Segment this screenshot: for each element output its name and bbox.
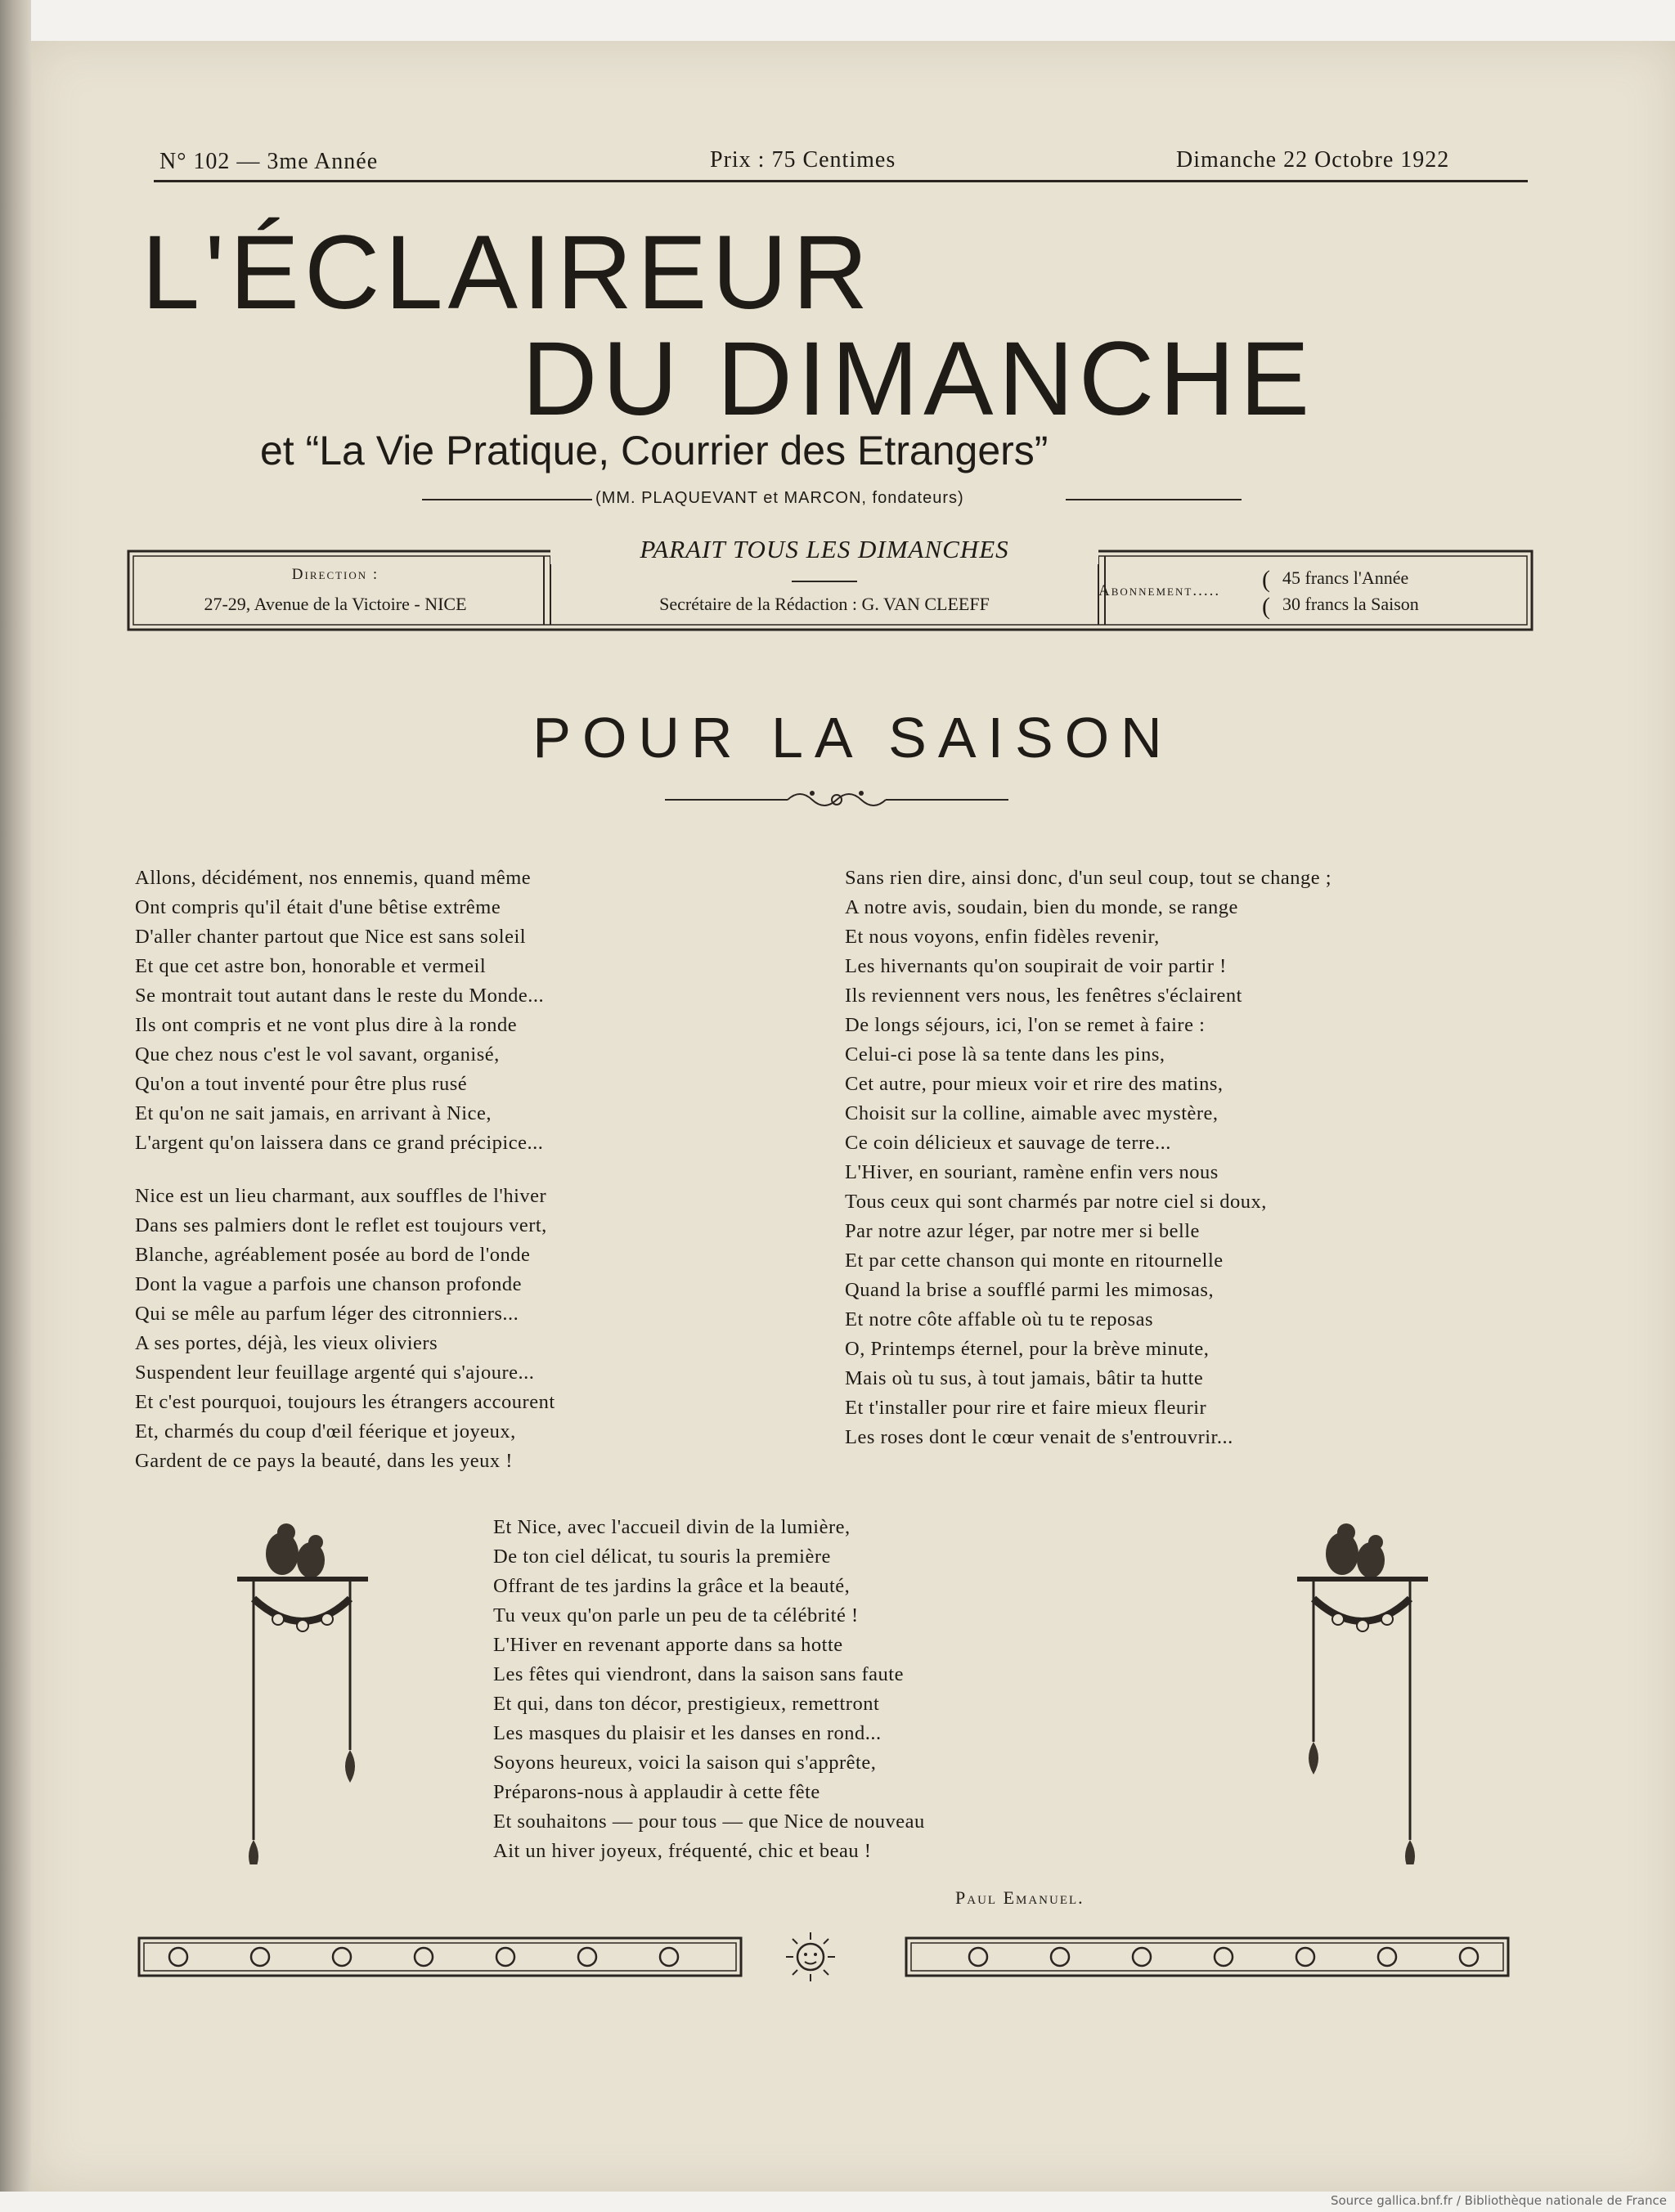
poem-right-column	[845, 864, 1331, 1452]
poem-line: Et que cet astre bon, honorable et vermeil	[135, 955, 487, 977]
subscription-brace-bottom: (	[1262, 593, 1270, 620]
poem-line: Sans rien dire, ainsi donc, d'un seul coup, tout se change ;	[845, 867, 1332, 889]
poem-line: L'Hiver en revenant apporte dans sa hotte	[493, 1634, 843, 1656]
poem-line: Préparons-nous à applaudir à cette fête	[493, 1781, 820, 1803]
poem-line: O, Printemps éternel, pour la brève minute,	[845, 1338, 1210, 1360]
page-binding-edge	[0, 0, 31, 2192]
poem-center-stanza	[493, 1513, 925, 1866]
subscription-season: 30 francs la Saison	[1282, 594, 1419, 614]
source-attribution: Source gallica.bnf.fr / Bibliothèque nationale de France	[1330, 2193, 1667, 2208]
poem-line: Et souhaitons — pour tous — que Nice de nouveau	[493, 1810, 925, 1833]
poem-line: Se montrait tout autant dans le reste du Monde...	[135, 985, 545, 1007]
poem-line: Qui se mêle au parfum léger des citronniers...	[135, 1303, 519, 1325]
founders-rule-right	[1066, 499, 1242, 500]
author-signature: Paul Emanuel.	[955, 1887, 1084, 1908]
bottom-border-left	[137, 1936, 743, 1977]
poem-line: Les roses dont le cœur venait de s'entrouvrir...	[845, 1426, 1233, 1448]
poem-line: L'argent qu'on laissera dans ce grand précipice...	[135, 1132, 544, 1154]
poem-line: Tous ceux qui sont charmés par notre ciel si doux,	[845, 1191, 1267, 1213]
poem-line: Et t'installer pour rire et faire mieux fleurir	[845, 1397, 1207, 1419]
poem-line: Et nous voyons, enfin fidèles revenir,	[845, 926, 1160, 948]
poem-line: Que chez nous c'est le vol savant, organisé,	[135, 1043, 500, 1066]
subscription-year: 45 francs l'Année	[1282, 568, 1409, 588]
poem-line: Ont compris qu'il était d'une bêtise extrême	[135, 896, 501, 918]
poem-line: Et par cette chanson qui monte en ritournelle	[845, 1250, 1224, 1272]
poem-line: Dont la vague a parfois une chanson profonde	[135, 1273, 523, 1295]
masthead-subtitle: et “La Vie Pratique, Courrier des Etrangers”	[260, 428, 1049, 473]
poem-line: Ils ont compris et ne vont plus dire à la ronde	[135, 1014, 518, 1036]
poem-left-stanza-1	[135, 864, 544, 1158]
poem-line: Et c'est pourquoi, toujours les étrangers accourent	[135, 1391, 555, 1413]
article-headline: POUR LA SAISON	[532, 706, 1174, 769]
birds-garland-ornament-right	[1281, 1521, 1444, 1864]
poem-line: Par notre azur léger, par notre mer si belle	[845, 1220, 1200, 1242]
direction-address: 27-29, Avenue de la Victoire - NICE	[204, 594, 467, 614]
poem-line: De ton ciel délicat, tu souris la première	[493, 1546, 831, 1568]
poem-line: Offrant de tes jardins la grâce et la beauté,	[493, 1575, 851, 1597]
poem-line: Soyons heureux, voici la saison qui s'apprête,	[493, 1752, 877, 1774]
poem-line: A ses portes, déjà, les vieux oliviers	[135, 1332, 438, 1354]
masthead-title-line1: L'ÉCLAIREUR	[141, 214, 873, 331]
issue-number: N° 102 — 3me Année	[159, 149, 379, 174]
poem-line: Les hivernants qu'on soupirait de voir partir !	[845, 955, 1227, 977]
secretary-line: Secrétaire de la Rédaction : G. VAN CLEEFF	[659, 594, 990, 614]
founders-line: (MM. PLAQUEVANT et MARCON, fondateurs)	[595, 489, 964, 507]
newspaper-page	[31, 41, 1675, 2192]
poem-line: Les masques du plaisir et les danses en rond...	[493, 1722, 882, 1744]
direction-label: Direction :	[291, 566, 379, 583]
poem-line: Nice est un lieu charmant, aux souffles de l'hiver	[135, 1185, 547, 1207]
issue-date: Dimanche 22 Octobre 1922	[1176, 147, 1450, 173]
bottom-border-right	[905, 1936, 1510, 1977]
subscription-brace-top: (	[1262, 566, 1270, 593]
poem-line: Suspendent leur feuillage argenté qui s'ajoure...	[135, 1362, 535, 1384]
poem-line: Blanche, agréablement posée au bord de l'onde	[135, 1244, 531, 1266]
issue-price: Prix : 75 Centimes	[710, 147, 896, 173]
parait-rule	[792, 581, 857, 582]
masthead-title-line2: DU DIMANCHE	[522, 321, 1315, 437]
founders-rule-left	[422, 499, 592, 500]
poem-line: Dans ses palmiers dont le reflet est toujours vert,	[135, 1214, 547, 1236]
poem-line: Ce coin délicieux et sauvage de terre...	[845, 1132, 1171, 1154]
poem-line: Qu'on a tout inventé pour être plus rusé	[135, 1073, 468, 1095]
poem-line: L'Hiver, en souriant, ramène enfin vers nous	[845, 1161, 1219, 1183]
poem-line: Choisit sur la colline, aimable avec mystère,	[845, 1102, 1219, 1124]
birds-garland-ornament-left	[221, 1521, 384, 1864]
poem-line: Celui-ci pose là sa tente dans les pins,	[845, 1043, 1165, 1066]
publication-frequency: PARAIT TOUS LES DIMANCHES	[550, 535, 1098, 564]
headline-flourish	[665, 785, 1008, 814]
poem-line: De longs séjours, ici, l'on se remet à faire :	[845, 1014, 1206, 1036]
poem-line: Les fêtes qui viendront, dans la saison sans faute	[493, 1663, 904, 1685]
poem-line: Tu veux qu'on parle un peu de ta célébrité !	[493, 1604, 859, 1626]
poem-line: Et Nice, avec l'accueil divin de la lumière,	[493, 1516, 851, 1538]
poem-line: Et notre côte affable où tu te reposas	[845, 1308, 1154, 1330]
poem-line: Quand la brise a soufflé parmi les mimosas,	[845, 1279, 1215, 1301]
subscription-label: Abonnement.....	[1098, 582, 1221, 599]
poem-line: Cet autre, pour mieux voir et rire des matins,	[845, 1073, 1224, 1095]
poem-line: Gardent de ce pays la beauté, dans les yeux !	[135, 1450, 513, 1472]
poem-line: Mais où tu sus, à tout jamais, bâtir ta hutte	[845, 1367, 1204, 1389]
poem-line: D'aller chanter partout que Nice est sans soleil	[135, 926, 527, 948]
poem-line: Ait un hiver joyeux, fréquenté, chic et beau !	[493, 1840, 872, 1862]
poem-line: Allons, décidément, nos ennemis, quand même	[135, 867, 532, 889]
poem-line: Et qui, dans ton décor, prestigieux, remettront	[493, 1693, 880, 1715]
sun-face-ornament	[782, 1930, 839, 1984]
poem-line: Et, charmés du coup d'œil féerique et joyeux,	[135, 1420, 516, 1443]
poem-left-stanza-2	[135, 1182, 555, 1476]
poem-line: Et qu'on ne sait jamais, en arrivant à Nice,	[135, 1102, 492, 1124]
top-rule	[154, 180, 1528, 182]
poem-line: Ils reviennent vers nous, les fenêtres s'éclairent	[845, 985, 1242, 1007]
poem-line: A notre avis, soudain, bien du monde, se range	[845, 896, 1238, 918]
